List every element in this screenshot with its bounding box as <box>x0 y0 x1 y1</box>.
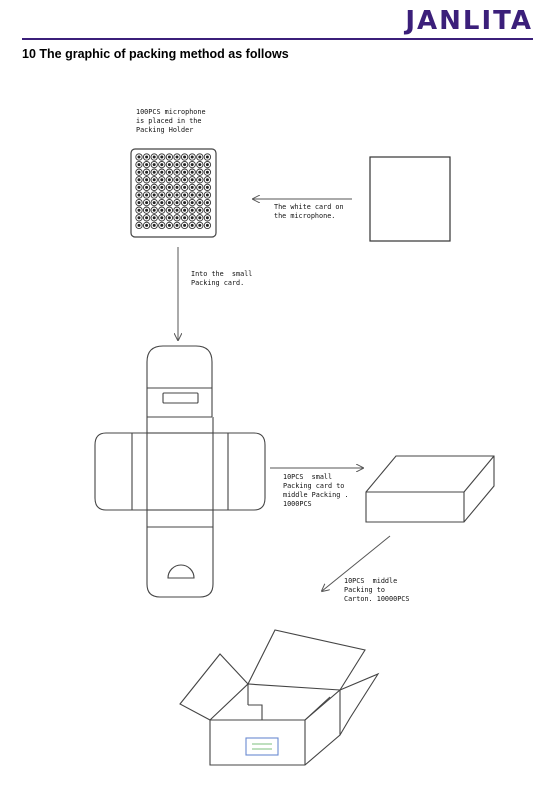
microphone-core <box>138 156 141 159</box>
microphone-core <box>168 178 171 181</box>
microphone-core <box>183 224 186 227</box>
microphone-core <box>176 224 179 227</box>
microphone-core <box>206 209 209 212</box>
microphone-core <box>198 216 201 219</box>
microphone-core <box>176 163 179 166</box>
microphone-core <box>191 163 194 166</box>
microphone-core <box>176 186 179 189</box>
microphone-core <box>183 201 186 204</box>
microphone-core <box>138 201 141 204</box>
microphone-core <box>183 194 186 197</box>
microphone-core <box>153 224 156 227</box>
microphone-core <box>153 178 156 181</box>
microphone-core <box>191 186 194 189</box>
microphone-core <box>206 216 209 219</box>
microphone-core <box>153 216 156 219</box>
microphone-core <box>145 171 148 174</box>
microphone-core <box>168 156 171 159</box>
microphone-core <box>206 224 209 227</box>
microphone-core <box>183 178 186 181</box>
microphone-core <box>198 156 201 159</box>
microphone-core <box>191 201 194 204</box>
microphone-core <box>198 209 201 212</box>
microphone-core <box>138 194 141 197</box>
note-carton: 10PCS middle Packing to Carton. 10000PCS <box>344 577 410 603</box>
microphone-core <box>183 216 186 219</box>
microphone-core <box>145 156 148 159</box>
microphone-core <box>138 209 141 212</box>
microphone-core <box>153 186 156 189</box>
note-middle-packing: 10PCS small Packing card to middle Packing . 1000PCS <box>283 473 349 508</box>
microphone-core <box>198 178 201 181</box>
carton-box <box>180 630 378 765</box>
microphone-core <box>160 156 163 159</box>
microphone-core <box>206 171 209 174</box>
microphone-core <box>183 163 186 166</box>
microphone-core <box>191 216 194 219</box>
microphone-core <box>160 209 163 212</box>
microphone-core <box>206 156 209 159</box>
microphone-core <box>168 201 171 204</box>
microphone-core <box>160 194 163 197</box>
microphone-core <box>138 186 141 189</box>
microphone-core <box>168 194 171 197</box>
microphone-core <box>138 216 141 219</box>
small-packing-card <box>95 346 265 597</box>
microphone-core <box>198 163 201 166</box>
microphone-core <box>160 216 163 219</box>
microphone-core <box>160 186 163 189</box>
microphone-core <box>183 209 186 212</box>
microphone-core <box>138 178 141 181</box>
microphone-core <box>198 224 201 227</box>
microphone-core <box>176 156 179 159</box>
microphone-core <box>145 194 148 197</box>
microphone-core <box>145 224 148 227</box>
microphone-core <box>198 171 201 174</box>
microphone-core <box>191 171 194 174</box>
microphone-core <box>168 171 171 174</box>
note-holder: 100PCS microphone is placed in the Packing Holder <box>136 108 206 134</box>
microphone-core <box>138 224 141 227</box>
microphone-core <box>160 201 163 204</box>
microphone-core <box>138 171 141 174</box>
microphone-core <box>176 216 179 219</box>
microphone-core <box>153 194 156 197</box>
microphone-core <box>191 194 194 197</box>
note-white-card: The white card on the microphone. <box>274 203 344 220</box>
microphone-core <box>168 216 171 219</box>
microphone-core <box>153 163 156 166</box>
microphone-core <box>176 178 179 181</box>
microphone-core <box>145 163 148 166</box>
microphone-core <box>145 186 148 189</box>
microphone-core <box>176 201 179 204</box>
microphone-core <box>176 194 179 197</box>
microphone-core <box>160 171 163 174</box>
microphone-core <box>176 171 179 174</box>
middle-packing-box <box>366 456 494 522</box>
microphone-core <box>160 163 163 166</box>
microphone-core <box>198 194 201 197</box>
white-card <box>370 157 450 241</box>
microphone-core <box>176 209 179 212</box>
microphone-core <box>168 163 171 166</box>
microphone-core <box>145 209 148 212</box>
microphone-core <box>145 178 148 181</box>
microphone-core <box>145 216 148 219</box>
microphone-core <box>168 209 171 212</box>
microphone-core <box>183 156 186 159</box>
microphone-core <box>153 201 156 204</box>
microphone-core <box>191 224 194 227</box>
microphone-core <box>206 186 209 189</box>
microphone-core <box>153 171 156 174</box>
microphone-core <box>206 194 209 197</box>
microphone-core <box>160 224 163 227</box>
microphone-core <box>153 209 156 212</box>
brand-logo: JANLITA <box>405 6 533 36</box>
note-small-card: Into the small Packing card. <box>191 270 253 287</box>
microphone-core <box>145 201 148 204</box>
microphone-core <box>138 163 141 166</box>
microphone-core <box>168 224 171 227</box>
packing-holder <box>131 149 216 237</box>
microphone-core <box>183 171 186 174</box>
microphone-core <box>191 178 194 181</box>
microphone-core <box>191 209 194 212</box>
section-heading: 10 The graphic of packing method as follows <box>22 47 289 61</box>
microphone-core <box>198 201 201 204</box>
microphone-core <box>198 186 201 189</box>
microphone-core <box>153 156 156 159</box>
microphone-core <box>168 186 171 189</box>
microphone-core <box>183 186 186 189</box>
microphone-core <box>206 178 209 181</box>
microphone-core <box>206 201 209 204</box>
microphone-core <box>191 156 194 159</box>
microphone-core <box>160 178 163 181</box>
microphone-core <box>206 163 209 166</box>
